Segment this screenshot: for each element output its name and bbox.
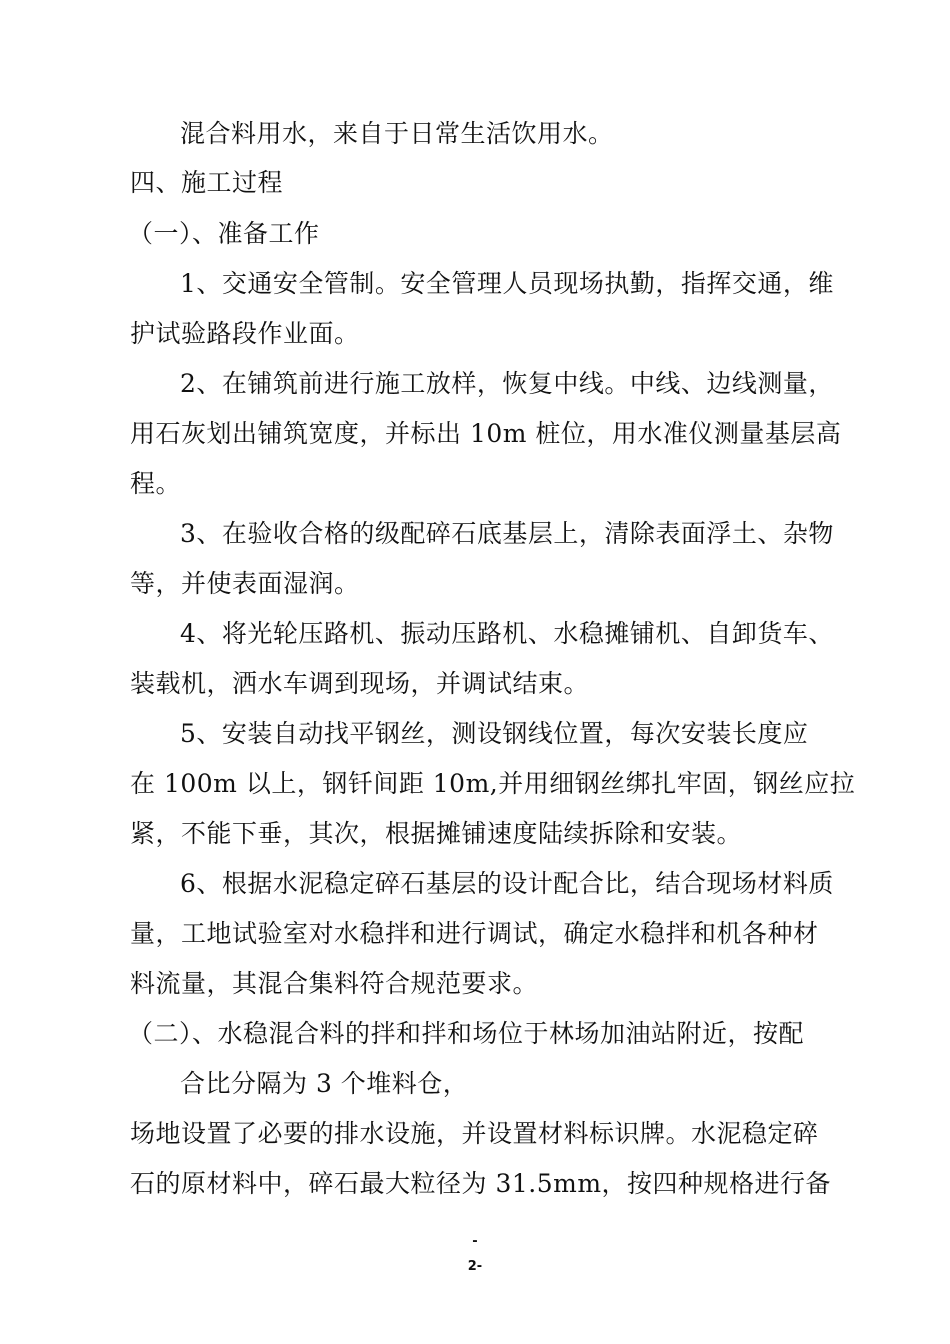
text-line: 场地设置了必要的排水设施，并设置材料标识牌。水泥稳定碎: [130, 1119, 819, 1148]
text-line: 1、交通安全管制。安全管理人员现场执勤，指挥交通，维: [180, 269, 834, 298]
footer-dash: -: [472, 1234, 478, 1249]
subsection-heading: （二）、水稳混合料的拌和拌和场位于林场加油站附近，按配: [128, 1019, 805, 1048]
text-line: 3、在验收合格的级配碎石底基层上，清除表面浮土、杂物: [180, 519, 834, 548]
text-line: 5、安装自动找平钢丝，测设钢线位置，每次安装长度应: [180, 719, 809, 748]
text-line: 料流量，其混合集料符合规范要求。: [130, 969, 539, 998]
text-line: 护试验路段作业面。: [130, 319, 360, 348]
text-line: 装载机，洒水车调到现场，并调试结束。: [130, 669, 590, 698]
section-heading: 四、施工过程: [130, 168, 284, 197]
subsection-heading: （一）、准备工作: [128, 219, 320, 248]
text-line: 等，并使表面湿润。: [130, 569, 360, 598]
text-line: 紧，不能下垂，其次，根据摊铺速度陆续拆除和安装。: [130, 819, 743, 848]
text-line: 混合料用水，来自于日常生活饮用水。: [180, 119, 614, 148]
text-line: 2、在铺筑前进行施工放样，恢复中线。中线、边线测量，: [180, 369, 834, 398]
text-line: 程。: [130, 469, 182, 498]
text-line: 量，工地试验室对水稳拌和进行调试，确定水稳拌和机各种材: [130, 919, 819, 948]
page-number: 2-: [467, 1259, 483, 1274]
text-line: 用石灰划出铺筑宽度，并标出 10m 桩位，用水准仪测量基层高: [130, 419, 842, 448]
text-line: 合比分隔为 3 个堆料仓，: [180, 1069, 469, 1098]
text-line: 6、根据水泥稳定碎石基层的设计配合比，结合现场材料质: [180, 869, 834, 898]
text-line: 石的原材料中，碎石最大粒径为 31.5mm，按四种规格进行备: [130, 1169, 832, 1198]
text-line: 4、将光轮压路机、振动压路机、水稳摊铺机、自卸货车、: [180, 619, 834, 648]
text-line: 在 100m 以上，钢钎间距 10m,并用细钢丝绑扎牢固，钢丝应拉: [130, 769, 856, 798]
